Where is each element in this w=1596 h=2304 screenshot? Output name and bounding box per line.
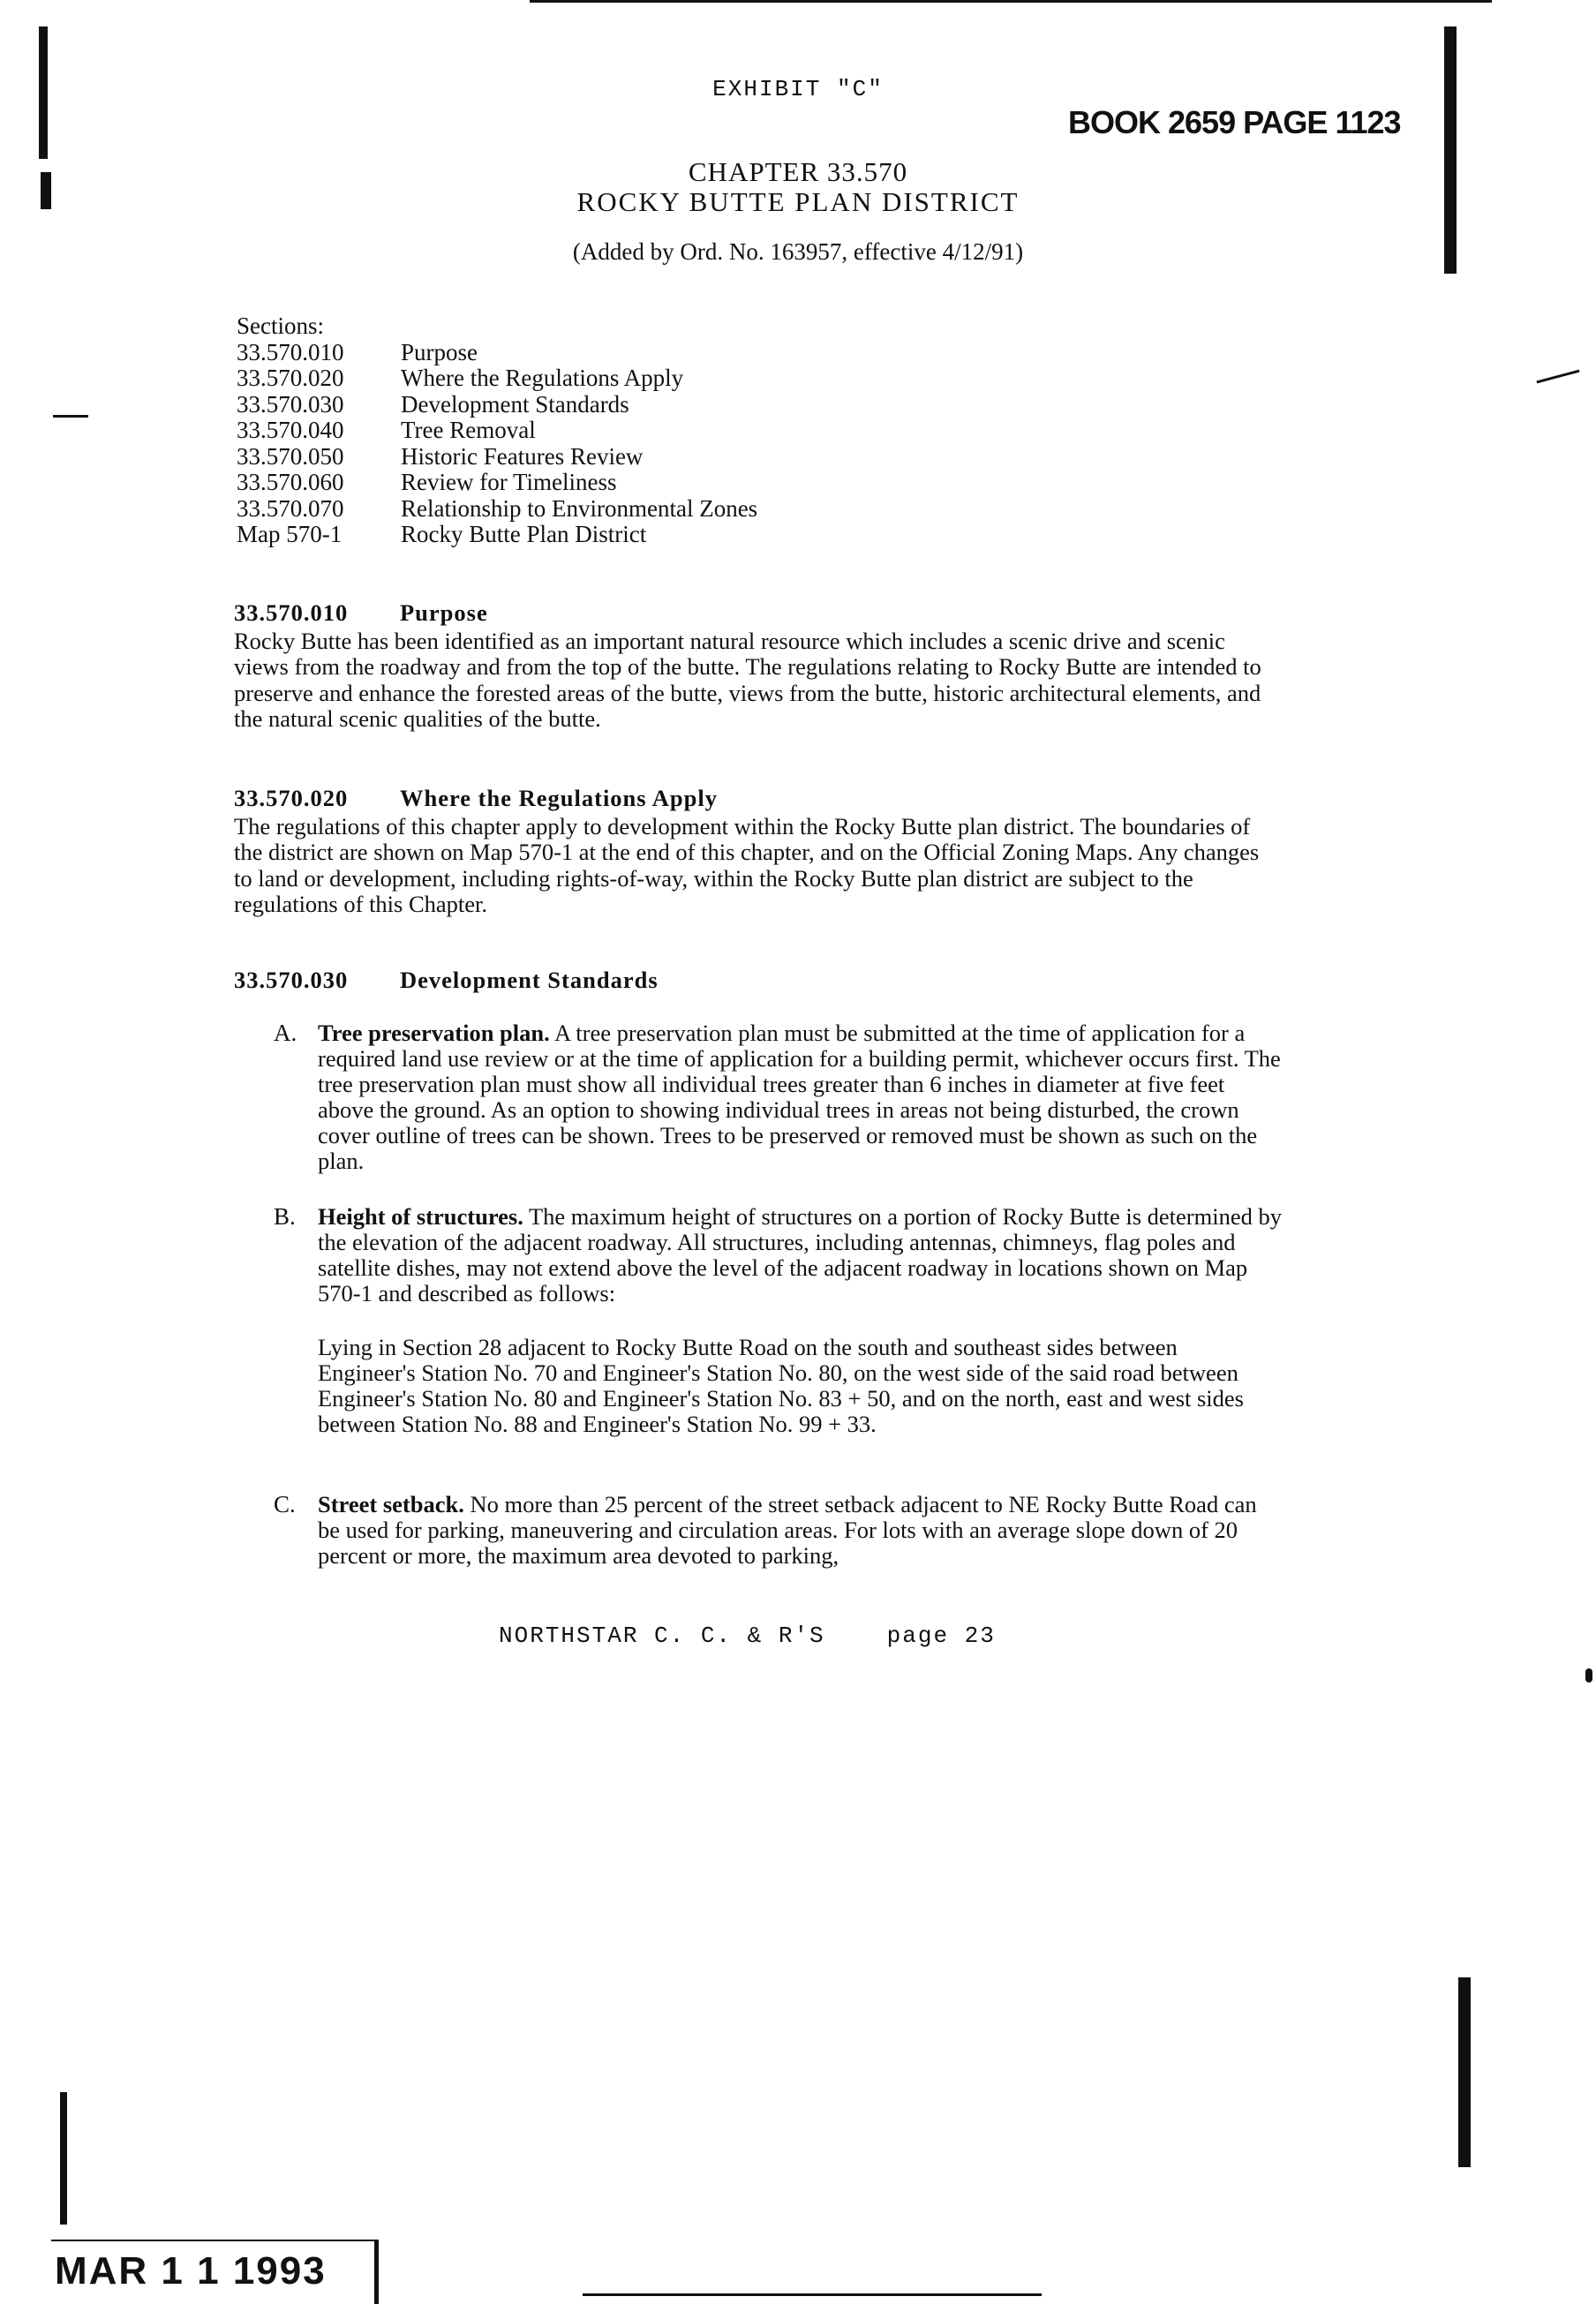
section-heading	[234, 786, 1276, 812]
standard-item-a	[275, 1020, 1282, 1174]
section-body: The regulations of this chapter apply to development within the Rocky Butte plan district. The boundaries of the district are shown on Map 570-1 at the end of this chapter, and on the Official Zoning Maps. Any changes to land or development, including rights-of-way, within the Rocky Butte plan district are subject to the regulations of this Chapter.	[234, 812, 1260, 917]
toc-row	[237, 365, 757, 392]
toc-row	[237, 392, 757, 418]
section-body: Rocky Butte has been identified as an important natural resource which includes a scenic drive and scenic views from the roadway and from the top of the butte. The regulations relating to Rocky Butte are intended to preserve and enhance the forested areas of the butte, views from the butte, historic architectural elements, and the natural scenic qualities of the butte.	[234, 627, 1261, 732]
toc-title: Historic Features Review	[401, 442, 644, 470]
section-title: Development Standards	[400, 967, 659, 993]
sections-heading: Sections:	[237, 312, 324, 339]
section-code: 33.570.020	[234, 785, 349, 811]
item-letter: A.	[274, 1020, 297, 1046]
toc-number: 33.570.010	[237, 338, 344, 365]
left-binder-mark	[39, 26, 48, 159]
section-code: 33.570.030	[234, 967, 349, 993]
toc-number: 33.570.060	[237, 469, 344, 495]
item-lead: Tree preservation plan.	[318, 1020, 550, 1046]
bottom-edge-noise	[583, 2293, 1042, 2296]
toc-row	[237, 496, 757, 523]
toc-title: Purpose	[401, 338, 478, 365]
toc-title: Review for Timeliness	[401, 469, 617, 495]
toc-row	[237, 444, 757, 471]
section-title: Where the Regulations Apply	[400, 785, 718, 811]
toc-title: Tree Removal	[401, 417, 536, 443]
toc-title: Where the Regulations Apply	[401, 365, 684, 391]
sections-list	[237, 313, 757, 548]
item-lead: Street setback.	[318, 1491, 464, 1517]
item-letter: C.	[274, 1491, 296, 1517]
section-title: Purpose	[400, 599, 488, 626]
page-number: page 23	[886, 1623, 996, 1649]
right-binder-mark	[1444, 26, 1457, 274]
item-lead: Height of structures.	[318, 1203, 523, 1230]
page-footer	[499, 1623, 996, 1649]
section-heading	[234, 600, 1276, 627]
toc-number: 33.570.050	[237, 442, 344, 470]
toc-row	[237, 470, 757, 496]
toc-row	[237, 522, 757, 548]
chapter-number: CHAPTER 33.570	[688, 156, 908, 187]
section-heading	[234, 968, 1276, 994]
top-edge-line	[530, 0, 1492, 3]
stamp-border-line	[51, 2240, 378, 2241]
item-text: The maximum height of structures on a portion of Rocky Butte is determined by the elevation of the adjacent roadway. All structures, including antennas, chimneys, flag poles and satellite dishes, may not extend above the level of the adjacent roadway in locations shown on Map 570-1 and described as follows:	[318, 1203, 1282, 1306]
edge-dot	[1585, 1668, 1592, 1683]
standard-item-b-description: Lying in Section 28 adjacent to Rocky Butte Road on the south and southeast sides between Engineer's Station No. 70 and Engineer's Station No. 80, on the west side of the said road between Engineer's Station No. 80 and Engineer's Station No. 83 + 50, and on the north, east and west sides between Station No. 88 and Engineer's Station No. 99 + 33.	[318, 1334, 1244, 1437]
toc-number: 33.570.070	[237, 494, 344, 522]
footer-title: NORTHSTAR C. C. & R'S	[499, 1623, 825, 1649]
chapter-title: ROCKY BUTTE PLAN DISTRICT	[576, 186, 1020, 217]
toc-row	[237, 340, 757, 366]
toc-number: 33.570.020	[237, 365, 344, 391]
toc-row	[237, 418, 757, 444]
date-stamp: MAR 1 1 1993	[55, 2249, 327, 2293]
left-binder-mark	[41, 172, 51, 209]
section-development-standards	[234, 968, 1276, 994]
toc-number: Map 570-1	[237, 521, 343, 547]
scan-speck	[1536, 370, 1579, 384]
standard-item-c	[275, 1492, 1282, 1569]
toc-title: Development Standards	[401, 390, 629, 418]
stamp-border-line	[374, 2240, 379, 2304]
section-where-regulations-apply	[234, 786, 1276, 918]
item-text: A tree preservation plan must be submitted at the time of application for a required land use review or at the time of application for a building permit, whichever occurs first. The tree preservation plan must show all individual trees greater than 6 inches in diameter at five feet above the ground. As an option to showing individual trees in areas not being disturbed, the crown cover outline of trees can be shown. Trees to be preserved or removed must be shown as such on the plan.	[318, 1020, 1281, 1174]
scan-speck	[53, 415, 88, 418]
toc-number: 33.570.030	[237, 390, 344, 418]
toc-title: Rocky Butte Plan District	[401, 521, 647, 547]
section-purpose	[234, 600, 1276, 733]
exhibit-label: EXHIBIT "C"	[712, 76, 884, 102]
item-text: No more than 25 percent of the street setback adjacent to NE Rocky Butte Road can be used for parking, maneuvering and circulation areas. For lots with an average slope down of 20 percent or more, the maximum area devoted to parking,	[318, 1491, 1257, 1569]
item-letter: B.	[274, 1203, 296, 1230]
toc-number: 33.570.040	[237, 417, 344, 443]
book-page-stamp: BOOK 2659 PAGE 1123	[1068, 104, 1401, 140]
left-binder-mark	[60, 2092, 67, 2225]
section-code: 33.570.010	[234, 599, 349, 626]
standard-item-b	[275, 1204, 1282, 1306]
ordinance-note: (Added by Ord. No. 163957, effective 4/12/91)	[572, 238, 1024, 265]
right-binder-mark	[1458, 1977, 1471, 2167]
toc-title: Relationship to Environmental Zones	[401, 494, 758, 522]
